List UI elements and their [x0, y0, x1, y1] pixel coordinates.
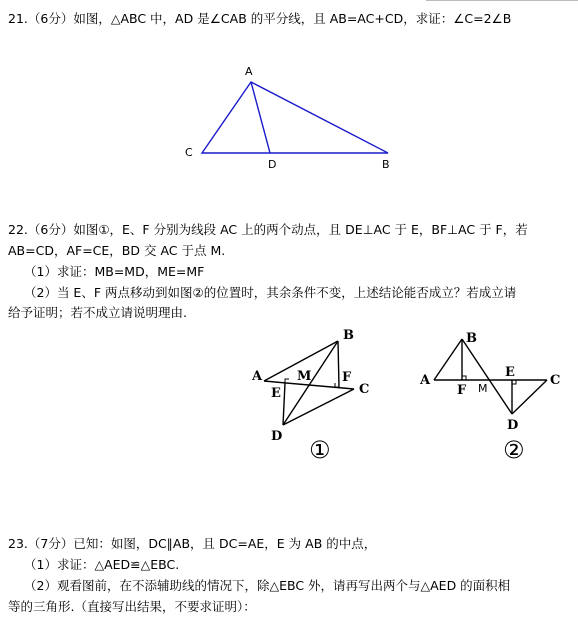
label-c: C: [185, 146, 193, 159]
label-c: C: [359, 382, 370, 397]
line-dc: [512, 380, 547, 414]
caption-2: ②: [503, 436, 525, 464]
caption-1: ①: [309, 436, 331, 464]
label-f: F: [342, 370, 352, 385]
q23-part-1: （1）求证：△AED≌△EBC.: [24, 557, 180, 572]
label-b: B: [382, 158, 390, 171]
label-m: M: [297, 369, 312, 384]
bisector-ad: [251, 82, 270, 153]
line-ab: [434, 339, 462, 380]
q23-text: 23.（7分）已知：如图，DC∥AB，且 DC=AE，E 为 AB 的中点，: [8, 536, 377, 551]
label-d: D: [271, 429, 283, 444]
label-e: E: [271, 386, 281, 401]
q22-text-line-1: 22.（6分）如图①，E、F 分别为线段 AC 上的两个动点，且 DE⊥AC 于 E，BF⊥AC 于 F，若: [8, 222, 528, 237]
line-de: [283, 383, 285, 425]
q21-text: 21.（6分）如图，△ABC 中，AD 是∠CAB 的平分线，且 AB=AC+CD，求证：∠C=2∠B: [8, 11, 512, 26]
label-c: C: [550, 373, 561, 388]
label-a: A: [252, 369, 263, 384]
label-d: D: [268, 158, 277, 171]
q22-part-2: （2）当 E、F 两点移动到如图②的位置时，其余条件不变，上述结论能否成立？若成立请: [24, 285, 517, 300]
triangle-abc: [202, 82, 388, 153]
q22-figure-1: [251, 328, 369, 464]
line-dc: [283, 389, 354, 425]
q23-part-2: （2）观看图前，在不添辅助线的情况下，除△EBC 外，请再写出两个与△AED 的面积相: [24, 578, 511, 593]
q21-figure: [185, 65, 390, 171]
q22-text-line-2: AB=CD，AF=CE，BD 交 AC 于点 M.: [8, 243, 226, 258]
label-a: A: [420, 373, 431, 388]
q22-figure-2: [419, 331, 560, 464]
label-d: D: [507, 418, 519, 433]
label-a: A: [245, 65, 253, 78]
q22-part-2-cont: 给予证明；若不成立请说明理由.: [8, 305, 187, 320]
line-bf: [338, 341, 339, 387]
label-b: B: [466, 331, 477, 346]
label-m: M: [478, 382, 488, 395]
label-b: B: [343, 328, 354, 343]
label-f: F: [457, 383, 467, 398]
label-e: E: [505, 365, 515, 380]
q22-part-1: （1）求证：MB=MD，ME=MF: [24, 264, 205, 279]
q23-part-2-cont: 等的三角形.（直接写出结果，不要求证明）：: [8, 599, 256, 614]
